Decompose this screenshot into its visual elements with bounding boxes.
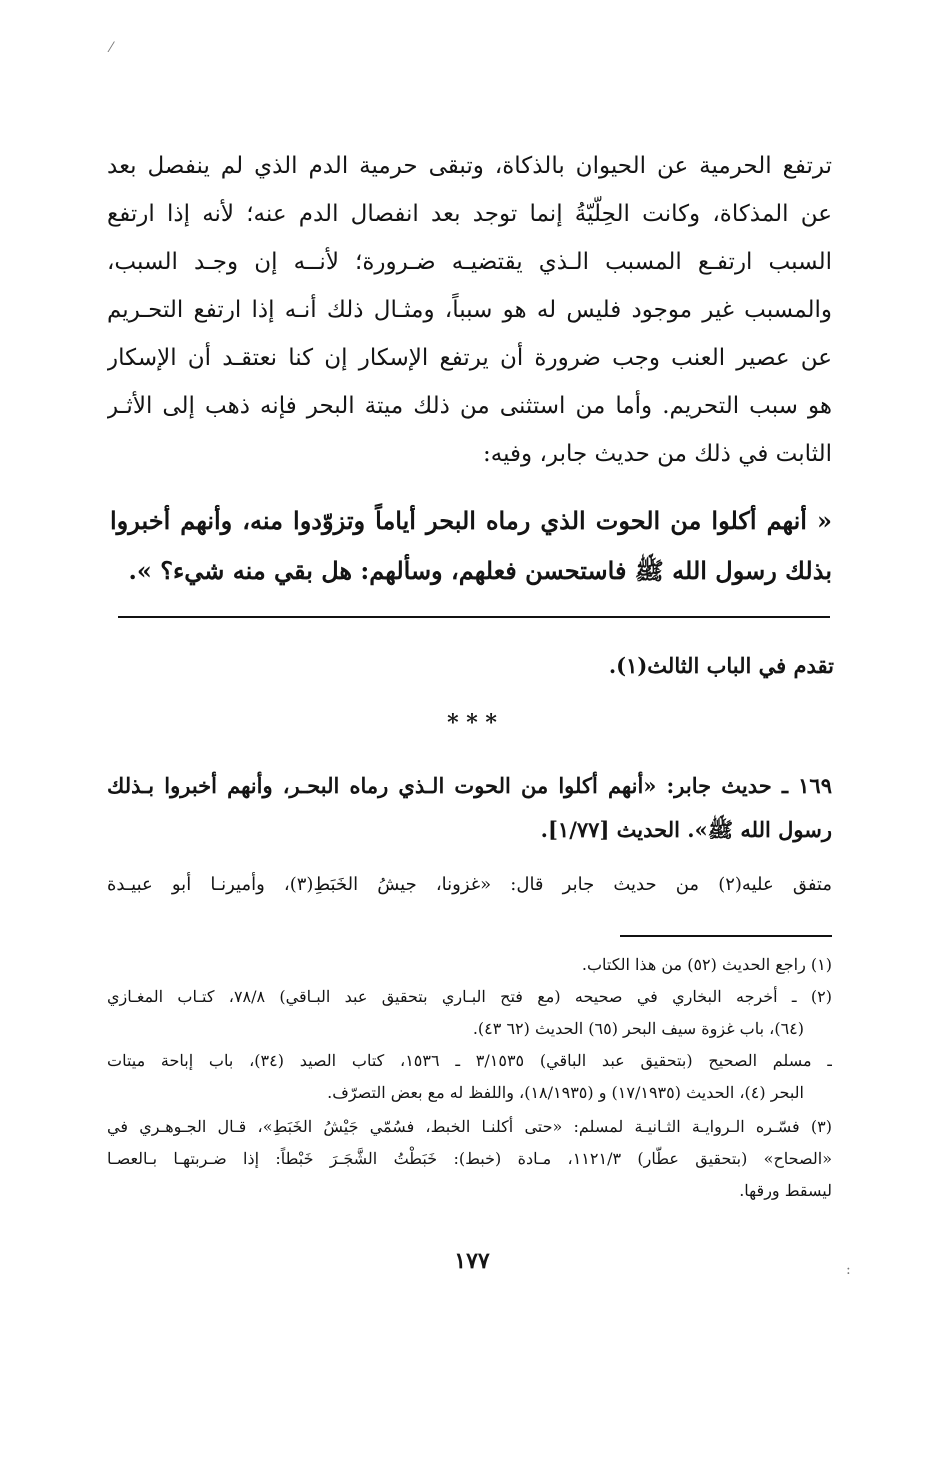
footnote-2-line-2: (٦٤)، باب غزوة سيف البحر (٦٥) الحديث (٦٢ ٤٣). xyxy=(472,1019,804,1038)
footnote-3-line-1: (٣) فسّـره الـروايـة الثـانيـة لمسلم: «حتى أكلنـا الخبط، فسُمّي جَيْشُ الخَبَطِ»، قـال الجـوهـري في xyxy=(107,1117,832,1136)
upper-footnote: تقدم في الباب الثالث(١). xyxy=(608,653,834,678)
body-line-7: الثابت في ذلك من حديث جابر، وفيه: xyxy=(483,441,832,467)
footnote-3-line-3: ليسقط ورقها. xyxy=(739,1181,832,1200)
section-separator: * * * xyxy=(447,710,497,736)
commentary-line: متفق عليه(٢) من حديث جابر قال: «غزونا، جيشُ الخَبَطِ(٣)، وأميرنـا أبو عبيـدة xyxy=(107,874,832,895)
body-line-1: ترتفع الحرمية عن الحيوان بالذكاة، وتبقى حرمية الدم الذي لم ينفصل بعد xyxy=(107,153,832,179)
section-divider xyxy=(118,616,830,618)
body-line-5: عن عصير العنب وجب ضرورة أن يرتفع الإسكار إن كنا نعتقـد أن الإسكار xyxy=(107,345,832,371)
quote-line-2: بذلك رسول الله ﷺ فاستحسن فعلهم، وسألهم: هل بقي منه شيء؟ ». xyxy=(128,556,832,585)
quote-line-1: « أنهم أكلوا من الحوت الذي رماه البحر أياماً وتزوّدوا منه، وأنهم أخبروا xyxy=(110,506,832,535)
body-line-2: عن المذكاة، وكانت الحِلّيّةُ إنما توجد بعد انفصال الدم عنه؛ لأنه إذا ارتفع xyxy=(107,201,832,227)
page-number: ١٧٧ xyxy=(454,1248,490,1274)
scan-speck: : xyxy=(846,1262,851,1278)
hadith-heading-line-2: رسول الله ﷺ». الحديث [١/٧٧]. xyxy=(540,817,832,842)
scan-speck: ⁄ xyxy=(110,40,113,56)
body-line-6: هو سبب التحريم. وأما من استثنى من ذلك ميتة البحر فإنه ذهب إلى الأثـر xyxy=(107,393,832,419)
footnote-3-line-2: «الصحاح» (بتحقيق عطّار) ١١٢١/٣، مـادة (خبط): خَبَطْتُ الشَّجَـرَ خَبْطاً: إذا ضـربتهـا بـالعصـا xyxy=(107,1149,832,1168)
footnote-2-line-1: (٢) ـ أخرجه البخاري في صحيحه (مع فتح البـاري بتحقيق عبد البـاقي) ٧٨/٨، كتـاب المغـازي xyxy=(107,987,832,1006)
footnote-2-line-4: البحر (٤)، الحديث (١٧/١٩٣٥) و (١٨/١٩٣٥)، واللفظ له مع بعض التصرّف. xyxy=(327,1083,804,1102)
footnote-divider xyxy=(620,935,832,937)
hadith-heading-line-1: ١٦٩ ـ حديث جابر: «أنهم أكلوا من الحوت الـذي رماه البحـر، وأنهم أخبروا بـذلك xyxy=(107,773,832,798)
footnote-2-line-3: ـ مسلم الصحيح (بتحقيق عبد الباقي) ٣/١٥٣٥ ـ ١٥٣٦، كتاب الصيد (٣٤)، باب إباحة ميتات xyxy=(107,1051,832,1070)
body-line-3: السبب ارتفـع المسبب الـذي يقتضيـه ضـرورة؛ لأنــه إن وجـد السبب، xyxy=(107,249,832,275)
body-line-4: والمسبب غير موجود فليس له هو سبباً، ومثـال ذلك أنـه إذا ارتفع التحـريم xyxy=(107,297,832,323)
footnote-1: (١) راجع الحديث (٥٢) من هذا الكتاب. xyxy=(581,955,832,974)
